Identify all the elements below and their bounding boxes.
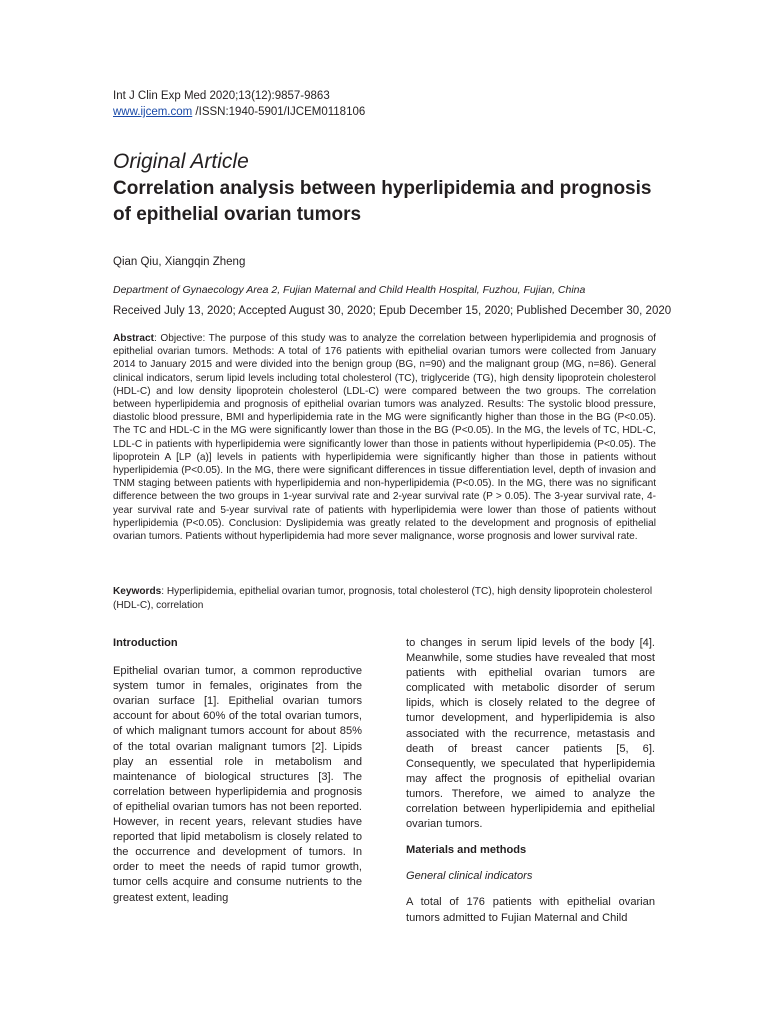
journal-issn: /ISSN:1940-5901/IJCEM0118106 — [192, 106, 366, 118]
intro-paragraph-continued: to changes in serum lipid levels of the body [4]. Meanwhile, some studies have revealed that most patients with epithelial ovarian tumors are complicated with metabolic disorder of serum lipids, which is closely related to the degree of tumor development, and hyperlipidemia is also associated with the recurrence, metastasis and death of breast cancer patients [5, 6]. Consequently, we speculated that hyperlipidemia may affect the prognosis of epithelial ovarian tumors. Therefore, we aimed to analyze the correlation between hyperlipidemia and epithelial ovarian tumors. — [406, 637, 655, 831]
publication-dates: Received July 13, 2020; Accepted August 30, 2020; Epub December 15, 2020; Published December 30, 2020 — [113, 305, 672, 317]
right-column — [406, 636, 655, 926]
abstract-text: : Objective: The purpose of this study was to analyze the correlation between hyperlipidemia and prognosis of epithelial ovarian tumors. Methods: A total of 176 patients with epithelial ovarian tumors were collected from January 2014 to January 2015 and were divided into the benign group (BG, n=90) and the malignant group (MG, n=86). General clinical indicators, serum lipid levels including total cholesterol (TC), triglyceride (TG), high density lipoprotein cholesterol (HDL-C) and low density lipoprotein cholesterol (LDL-C) were compared between the two groups. The correlation between hyperlipidemia and prognosis of epithelial ovarian tumors was analyzed. Results: The systolic blood pressure, diastolic blood pressure, BMI and hyperlipidemia rate in the MG were significantly higher than those in the BG (P<0.05). The TC and HDL-C in the MG were significantly lower than those in the BG (P<0.05). In the MG, the levels of TC, HDL-C, LDL-C in patients with hyperlipidemia were significantly lower than those in patients without hyperlipidemia (P<0.05). The lipoprotein A [LP (a)] levels in patients with hyperlipidemia were significantly higher than those in patients without hyperlipidemia (P<0.05). In the MG, there were significant differences in tissue differentiation level, depth of invasion and TNM staging between patients with hyperlipidemia and non-hyperlipidemia (P<0.05). In the MG, there was no significant difference between the two groups in 1-year survival rate and 2-year survival rate (P > 0.05). The 3-year survival rate, 4-year survival rate and 5-year survival rate of patients with hyperlipidemia were lower than those of patients without hyperlipidemia (P<0.05). Conclusion: Dyslipidemia was greatly related to the development and prognosis of epithelial ovarian tumors. Patients without hyperlipidemia had more sever malignance, worse prognosis and lower survival rate. — [113, 333, 656, 543]
methods-heading: Materials and methods — [406, 844, 527, 857]
journal-citation: Int J Clin Exp Med 2020;13(12):9857-9863 — [113, 90, 330, 102]
abstract-label: Abstract — [113, 333, 154, 344]
keywords-label: Keywords — [113, 586, 162, 597]
journal-link[interactable]: www.ijcem.com — [113, 106, 193, 118]
introduction-heading: Introduction — [113, 637, 178, 649]
journal-link-line — [113, 104, 365, 120]
abstract — [113, 332, 656, 543]
methods-subheading: General clinical indicators — [406, 870, 533, 883]
article-title: Correlation analysis between hyperlipidemia and prognosis of epithelial ovarian tumors — [113, 178, 652, 225]
intro-paragraph: Epithelial ovarian tumor, a common reproductive system tumor in females, originates from the ovarian surface [1]. Epithelial ovarian tumors account for about 60% of the total ovarian tumors, of which malignant tumors account for about 85% of the total ovarian malignant tumors [2]. Lipids play an essential role in metabolism and maintenance of biological structures [3]. The correlation between hyperlipidemia and prognosis of epithelial ovarian tumors has not been reported. However, in recent years, relevant studies have reported that lipid metabolism is closely related to the occurrence and development of tumors. In order to meet the needs of rapid tumor growth, tumor cells acquire and consume nutrients to the greatest extent, leading — [113, 665, 362, 904]
affiliation: Department of Gynaecology Area 2, Fujian Maternal and Child Health Hospital, Fuzhou, Fujian, China — [113, 284, 586, 296]
left-column — [113, 636, 362, 906]
author-list: Qian Qiu, Xiangqin Zheng — [113, 256, 246, 268]
article-type: Original Article — [113, 150, 249, 173]
keywords-text: : Hyperlipidemia, epithelial ovarian tumor, prognosis, total cholesterol (TC), high density lipoprotein cholesterol (HDL-C), correlation — [113, 586, 653, 611]
keywords — [113, 585, 656, 613]
journal-header — [113, 88, 365, 120]
methods-paragraph: A total of 176 patients with epithelial ovarian tumors admitted to Fujian Maternal and Child — [406, 896, 655, 924]
